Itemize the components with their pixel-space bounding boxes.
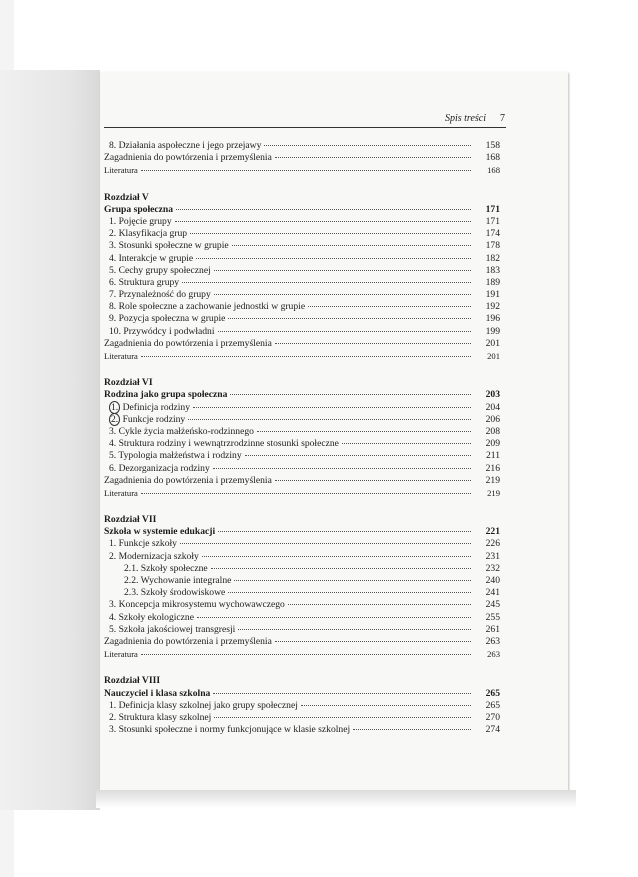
toc-entry-page: 201 <box>485 337 500 349</box>
toc-entry <box>104 414 500 426</box>
toc-entry <box>104 724 500 736</box>
toc-entry-title: 1. Definicja rodziny <box>111 401 190 413</box>
toc-entry-page: 182 <box>485 252 500 264</box>
toc-entry <box>104 265 500 277</box>
dot-leader <box>213 468 471 469</box>
toc-entry-title: 4. Szkoły ekologiczne <box>109 611 194 623</box>
dot-leader <box>141 356 471 357</box>
dot-leader <box>218 331 471 332</box>
toc-entry-title: 10. Przywódcy i podwładni <box>109 325 215 337</box>
toc-entry-title: Literatura <box>104 649 138 660</box>
toc-entry-title: 5. Cechy grupy społecznej <box>109 264 211 276</box>
section-gap <box>104 177 500 192</box>
toc-entry <box>104 688 500 700</box>
toc-entry-title: 2.1. Szkoły społeczne <box>124 562 208 574</box>
dot-leader <box>234 580 471 581</box>
toc-entry <box>104 140 500 152</box>
toc-entry-page: 255 <box>485 611 500 623</box>
dot-leader <box>353 729 471 730</box>
circled-number: 1. <box>111 401 119 413</box>
toc-entry <box>104 204 500 216</box>
toc-entry-title: 3. Koncepcja mikrosystemu wychowawczego <box>109 599 285 611</box>
toc-entry-title: Literatura <box>104 351 138 361</box>
toc-entry <box>104 575 500 587</box>
dot-leader <box>214 294 471 295</box>
dot-leader <box>245 455 471 456</box>
dot-leader <box>288 604 471 605</box>
dot-leader <box>175 221 471 222</box>
dot-leader <box>228 318 471 319</box>
toc-entry <box>104 253 500 265</box>
toc-entry-page: 208 <box>485 425 500 437</box>
toc-entry <box>104 475 500 487</box>
toc-entry-page: 191 <box>485 289 500 301</box>
toc-entry <box>104 277 500 289</box>
toc-entry-page: 232 <box>485 562 500 574</box>
toc-entry <box>104 426 500 438</box>
toc-entry-title: Szkoła w systemie edukacji <box>104 526 216 538</box>
toc-entry-title: Zagadnienia do powtórzenia i przemyślenia <box>104 635 272 647</box>
toc-entry <box>104 313 500 325</box>
dot-leader <box>275 641 471 642</box>
toc-entry-title: 8. Działania aspołeczne i jego przejawy <box>109 140 262 151</box>
toc-entry-page: 270 <box>485 711 500 723</box>
dot-leader <box>193 407 471 408</box>
toc-entry-page: 226 <box>485 538 500 550</box>
toc-entry-title: 2. Modernizacja szkoły <box>109 550 199 562</box>
toc-entry <box>104 487 500 499</box>
toc-entry-page: 265 <box>485 699 500 711</box>
dot-leader <box>141 493 471 494</box>
toc-entry-title: 6. Struktura grupy <box>109 276 180 288</box>
dot-leader <box>176 209 471 210</box>
toc-entry-page: 261 <box>485 623 500 635</box>
toc-entry-title: 1. Definicja klasy szkolnej jako grupy społecznej <box>109 699 298 711</box>
dot-leader <box>211 568 471 569</box>
toc-entry-page: 199 <box>485 325 500 337</box>
toc-entry-page: 219 <box>487 487 500 498</box>
toc-entry-page: 245 <box>485 599 500 611</box>
toc-entry <box>104 438 500 450</box>
dot-leader <box>264 145 471 146</box>
dot-leader <box>275 157 471 158</box>
toc-entry <box>104 463 500 475</box>
toc-entry <box>104 402 500 414</box>
header-rule <box>104 127 506 128</box>
toc-entry-title: 7. Przynależność do grupy <box>109 289 211 301</box>
toc-entry <box>104 587 500 599</box>
toc-entry-page: 216 <box>485 462 500 474</box>
toc-entry-title: 6. Dezorganizacja rodziny <box>109 462 210 474</box>
dot-leader <box>188 419 471 420</box>
toc-entry-page: 274 <box>485 724 500 736</box>
toc-entry-page: 192 <box>485 301 500 313</box>
toc-entry-page: 263 <box>485 635 500 647</box>
toc-entry-page: 158 <box>485 140 500 151</box>
chapter-label: Rozdział VII <box>104 514 157 526</box>
toc-entry-page: 171 <box>485 215 500 227</box>
dot-leader <box>218 531 471 532</box>
toc-entry-page: 203 <box>485 389 500 401</box>
dot-leader <box>214 270 471 271</box>
chapter-label: Rozdział VI <box>104 377 153 389</box>
header-page-number: 7 <box>500 113 505 124</box>
toc-entry <box>104 152 500 164</box>
toc-entry-title: Zagadnienia do powtórzenia i przemyślenia <box>104 474 272 486</box>
chapter-label: Rozdział VIII <box>104 675 161 687</box>
section-gap <box>104 660 500 675</box>
dot-leader <box>180 543 471 544</box>
toc-entry-title: 2. Struktura klasy szkolnej <box>109 711 212 723</box>
toc-entry-page: 241 <box>485 587 500 599</box>
toc-entry-title: 2. Klasyfikacja grup <box>109 228 188 240</box>
dot-leader <box>196 258 471 259</box>
toc-entry-page: 263 <box>487 649 500 660</box>
toc-entry <box>104 636 500 648</box>
dot-leader <box>342 443 471 444</box>
toc-entry-page: 201 <box>487 351 500 361</box>
dot-leader <box>197 617 471 618</box>
toc-entry <box>104 289 500 301</box>
toc-entry <box>104 563 500 575</box>
dot-leader <box>141 170 471 171</box>
toc-entry-page: 204 <box>485 401 500 413</box>
toc-entry-title: 8. Role społeczne a zachowanie jednostki w grupie <box>109 301 306 313</box>
toc-entry <box>104 551 500 563</box>
dot-leader <box>182 282 471 283</box>
dot-leader <box>214 717 471 718</box>
toc-entry-title: 2.3. Szkoły środowiskowe <box>124 587 226 599</box>
toc-entry-page: 178 <box>485 240 500 252</box>
toc-entry-page: 209 <box>485 438 500 450</box>
dot-leader <box>202 556 471 557</box>
toc-entry-page: 206 <box>485 413 500 425</box>
circled-number: 2. <box>111 413 119 425</box>
toc-entry-title: 5. Szkoła jakościowej transgresji <box>109 623 236 635</box>
toc-entry-title: 2.2. Wychowanie integralne <box>124 575 232 586</box>
toc-entry-page: 168 <box>487 165 500 176</box>
toc-entry <box>104 648 500 660</box>
toc-entry <box>104 538 500 550</box>
toc-entry-title: 9. Pozycja społeczna w grupie <box>109 313 226 325</box>
toc-entry-title: 3. Stosunki społeczne w grupie <box>109 240 229 252</box>
toc-entry-page: 265 <box>485 687 500 699</box>
toc-entry-page: 240 <box>485 575 500 586</box>
toc-entry <box>104 228 500 240</box>
toc-entry-title: Nauczyciel i klasa szkolna <box>104 687 211 699</box>
toc-entry-title: 4. Interakcje w grupie <box>109 252 194 264</box>
toc-entry-page: 189 <box>485 276 500 288</box>
dot-leader <box>232 245 471 246</box>
toc-entry-title: 4. Struktura rodziny i wewnątrzrodzinne stosunki społeczne <box>109 438 339 450</box>
toc-entry-page: 221 <box>485 526 500 538</box>
dot-leader <box>213 693 471 694</box>
toc-entry-page: 174 <box>485 228 500 240</box>
toc-entry-page: 231 <box>485 550 500 562</box>
dot-leader <box>141 654 471 655</box>
toc-entry-title: 2. Funkcje rodziny <box>111 413 186 425</box>
toc-entry <box>104 216 500 228</box>
dot-leader <box>275 343 471 344</box>
toc-entry <box>104 350 500 362</box>
toc-entry-title: 1. Pojęcie grupy <box>109 215 172 227</box>
toc-entry <box>104 240 500 252</box>
chapter-label: Rozdział V <box>104 191 149 203</box>
toc-entry <box>104 712 500 724</box>
toc-entry <box>104 326 500 338</box>
toc-entry-page: 219 <box>485 474 500 486</box>
toc-entry-title: 3. Cykle życia małżeńsko-rodzinnego <box>109 425 254 437</box>
table-of-contents <box>104 140 500 736</box>
toc-entry-page: 196 <box>485 313 500 325</box>
section-gap <box>104 499 500 514</box>
dot-leader <box>230 394 471 395</box>
running-header <box>410 113 505 124</box>
toc-entry <box>104 700 500 712</box>
toc-entry <box>104 389 500 401</box>
toc-entry <box>104 164 500 176</box>
toc-entry-title: 3. Stosunki społeczne i normy funkcjonujące w klasie szkolnej <box>109 724 351 736</box>
toc-entry-title: 5. Typologia małżeństwa i rodziny <box>109 450 242 462</box>
dot-leader <box>308 306 471 307</box>
toc-entry <box>104 338 500 350</box>
toc-entry <box>104 599 500 611</box>
toc-entry <box>104 301 500 313</box>
toc-entry-page: 171 <box>485 203 500 215</box>
dot-leader <box>228 592 471 593</box>
toc-entry-title: Literatura <box>104 487 138 498</box>
page-bottom-shadow <box>96 790 576 808</box>
toc-entry-title: Zagadnienia do powtórzenia i przemyślenia <box>104 337 272 349</box>
dot-leader <box>301 705 471 706</box>
dot-leader <box>257 431 471 432</box>
toc-entry <box>104 624 500 636</box>
toc-entry-page: 183 <box>485 264 500 276</box>
toc-entry-title: Literatura <box>104 165 138 176</box>
toc-entry-title: Rodzina jako grupa społeczna <box>104 389 228 401</box>
toc-entry-page: 211 <box>485 450 500 462</box>
toc-entry-page: 168 <box>485 152 500 164</box>
toc-entry-title: Zagadnienia do powtórzenia i przemyślenia <box>104 152 272 164</box>
toc-entry <box>104 526 500 538</box>
dot-leader <box>190 233 471 234</box>
dot-leader <box>275 480 471 481</box>
toc-entry <box>104 612 500 624</box>
header-title: Spis treści <box>444 113 486 124</box>
scan-shadow <box>0 70 100 810</box>
section-gap <box>104 362 500 377</box>
toc-entry-title: 1. Funkcje szkoły <box>109 538 177 550</box>
dot-leader <box>238 629 471 630</box>
toc-entry-title: Grupa społeczna <box>104 203 174 215</box>
toc-entry <box>104 450 500 462</box>
